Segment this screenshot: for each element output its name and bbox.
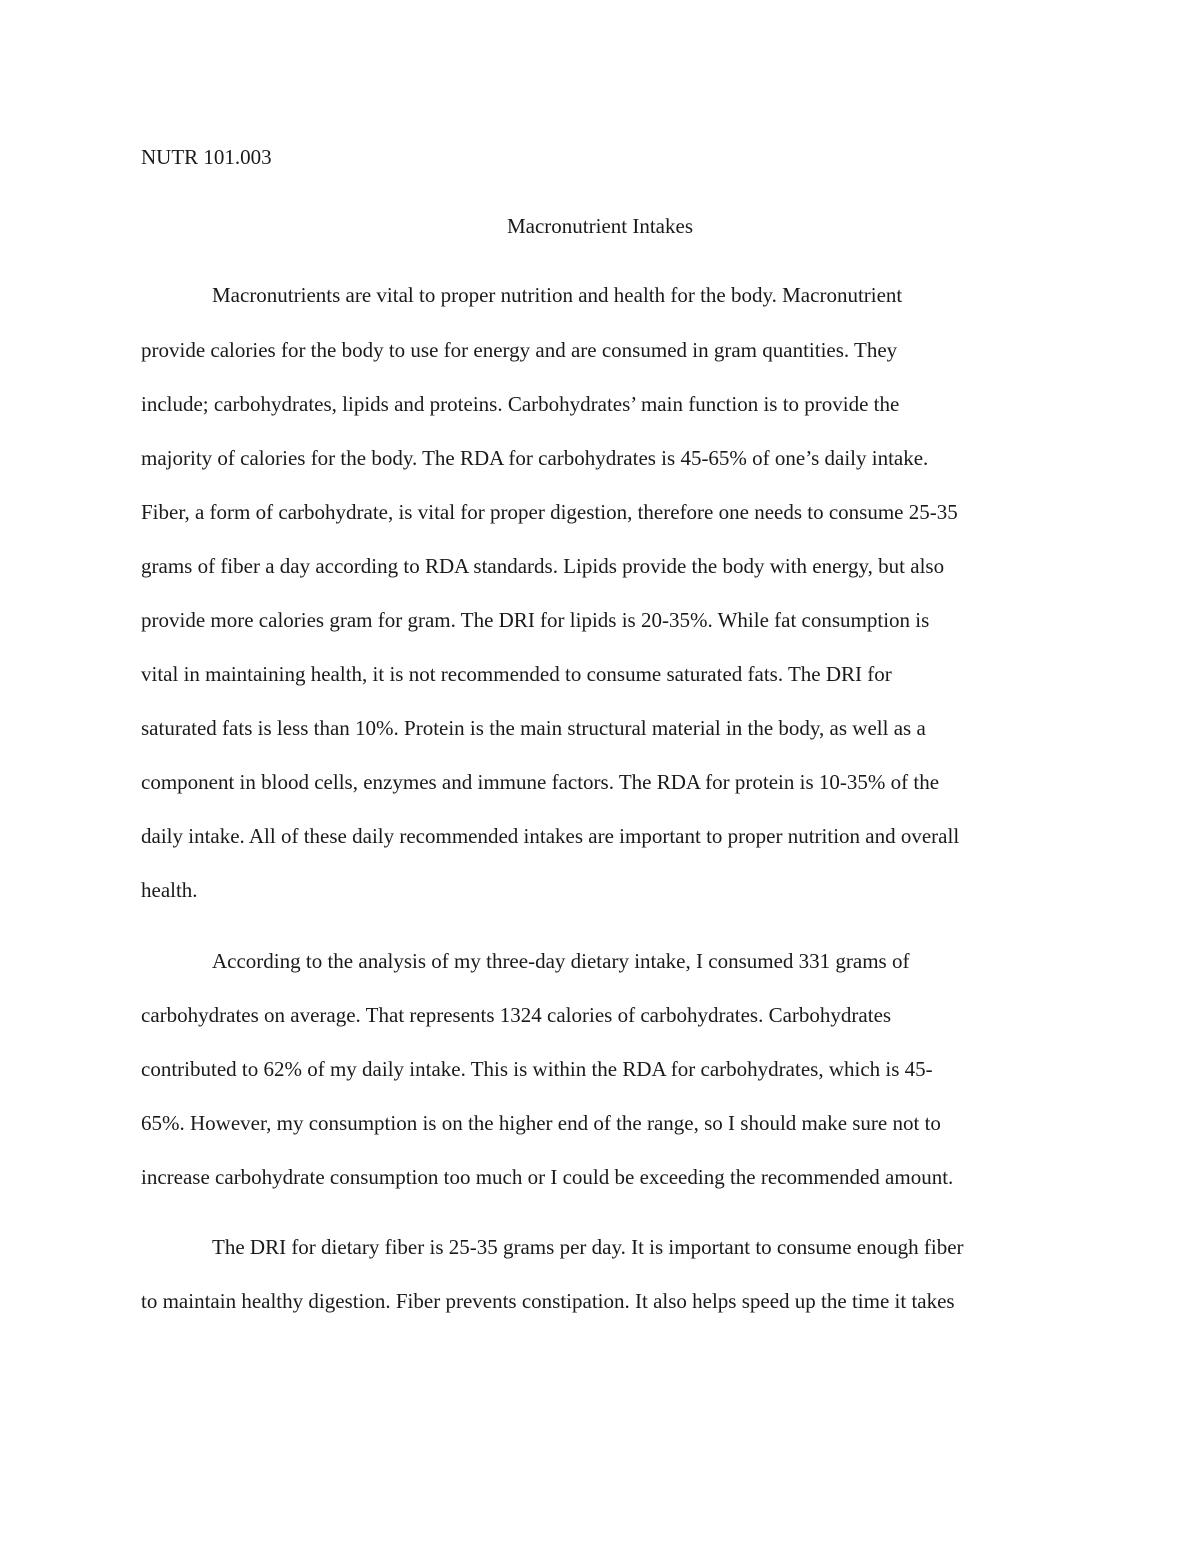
paragraph-line: health. xyxy=(141,878,198,902)
course-header: NUTR 101.003 xyxy=(141,145,272,169)
paragraph-line: component in blood cells, enzymes and immune factors. The RDA for protein is 10-35% of the xyxy=(141,770,940,794)
paragraph-line: provide calories for the body to use for energy and are consumed in gram quantities. They xyxy=(141,338,898,362)
paragraph-line: provide more calories gram for gram. The DRI for lipids is 20-35%. While fat consumption is xyxy=(141,608,930,632)
paragraph-line: carbohydrates on average. That represents 1324 calories of carbohydrates. Carbohydrates xyxy=(141,1003,892,1027)
paragraph-line: include; carbohydrates, lipids and proteins. Carbohydrates’ main function is to provide the xyxy=(141,392,900,416)
paragraph-line: Macronutrients are vital to proper nutrition and health for the body. Macronutrient xyxy=(212,283,903,307)
paragraph-line: majority of calories for the body. The RDA for carbohydrates is 45-65% of one’s daily intake. xyxy=(141,446,929,470)
paragraph-line: grams of fiber a day according to RDA standards. Lipids provide the body with energy, but also xyxy=(141,554,945,578)
paragraph-line: The DRI for dietary fiber is 25-35 grams per day. It is important to consume enough fiber xyxy=(212,1235,964,1259)
paragraph-line: contributed to 62% of my daily intake. This is within the RDA for carbohydrates, which is 45- xyxy=(141,1057,933,1081)
paragraph-line: daily intake. All of these daily recommended intakes are important to proper nutrition and overall xyxy=(141,824,960,848)
paragraph-line: saturated fats is less than 10%. Protein is the main structural material in the body, as well as a xyxy=(141,716,926,740)
paragraph-line: According to the analysis of my three-day dietary intake, I consumed 331 grams of xyxy=(212,949,910,973)
document-title: Macronutrient Intakes xyxy=(506,214,694,238)
paragraph-line: increase carbohydrate consumption too much or I could be exceeding the recommended amount. xyxy=(141,1165,954,1189)
paragraph-line: Fiber, a form of carbohydrate, is vital for proper digestion, therefore one needs to consume 25-35 xyxy=(141,500,958,524)
paragraph-line: 65%. However, my consumption is on the higher end of the range, so I should make sure not to xyxy=(141,1111,941,1135)
paragraph-line: to maintain healthy digestion. Fiber prevents constipation. It also helps speed up the time it takes xyxy=(141,1289,955,1313)
paragraph-line: vital in maintaining health, it is not recommended to consume saturated fats. The DRI for xyxy=(141,662,892,686)
